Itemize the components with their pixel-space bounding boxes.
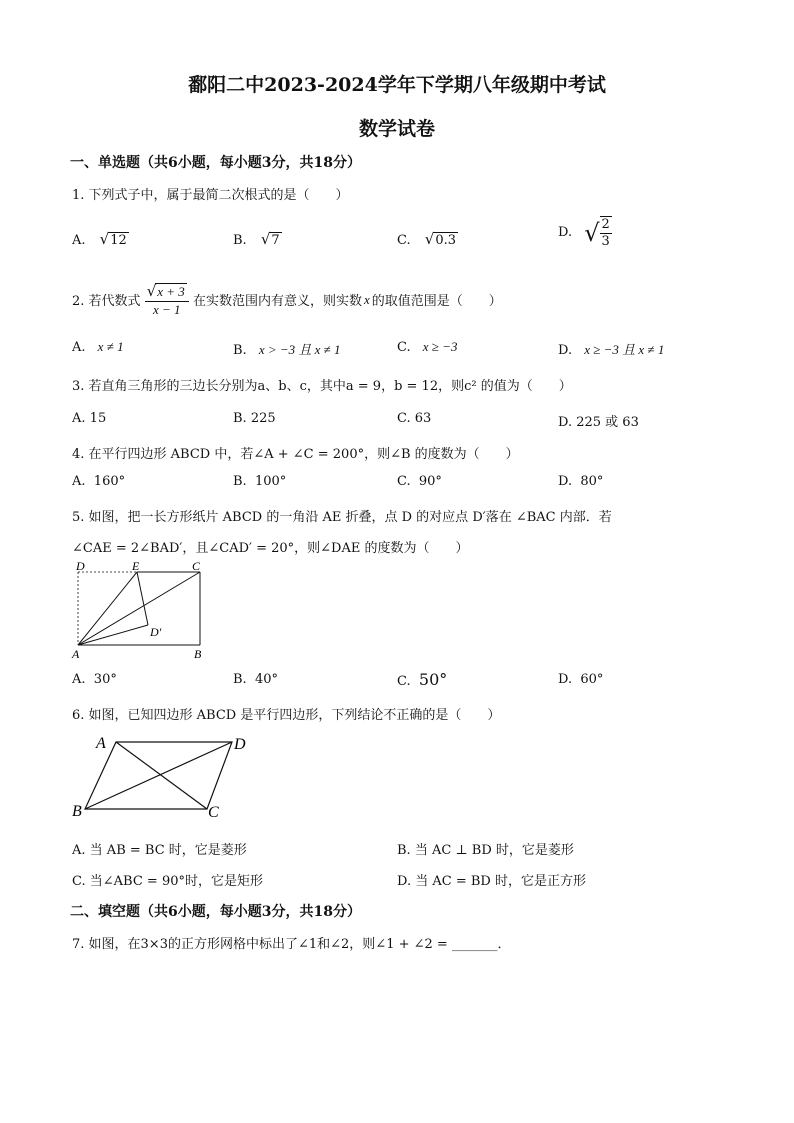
q1-option-c: C. √0.3 [397,230,457,248]
q2-option-c: C. x ≥ −3 [397,339,458,355]
q1-option-d: D. √ $\frac{2}{3}$ [558,217,610,249]
label-D: D [234,736,246,753]
question-5-line-2: ∠CAE = 2∠BAD′，且∠CAD′ = 20°，则∠DAE 的度数为（ ） [72,541,469,556]
q5-option-d: D. 60° [558,672,604,687]
q6-option-c: C. 当∠ABC = 90°时，它是矩形 [72,874,263,889]
label-A: A [96,735,106,752]
question-7-text: 7. 如图，在3×3的正方形网格中标出了∠1和∠2，则∠1 + ∠2 = _______． [72,937,511,952]
q5-option-c: C. 50° [397,670,448,689]
question-1-text: 1. 下列式子中，属于最简二次根式的是（ ） [72,188,349,203]
q1-b-radicand: 7 [271,233,280,248]
section-heading-2: 二、填空题（共6小题，每小题3分，共18分） [70,904,361,920]
label-D: D [76,559,85,573]
q3-option-a: A. 15 [72,411,107,426]
q5-rectangle-figure [68,558,218,663]
question-4-text: 4. 在平行四边形 ABCD 中，若∠A + ∠C = 200°，则∠B 的度数为（ ） [72,447,519,462]
q6-parallelogram-figure [66,728,266,828]
q6-option-b: B. 当 AC ⊥ BD 时，它是菱形 [397,843,574,858]
exam-subtitle: 数学试卷 [358,118,435,140]
question-2-text: 2. 若代数式 $\frac{√x + 3}{x - 1}$ 在实数范围内有意义，则实数 x 的取值范围是（ ） [72,282,502,317]
q1-option-b: B. √7 [233,230,280,248]
question-5-line-1: 5. 如图，把一长方形纸片 ABCD 的一角沿 AE 折叠，点 D 的对应点 D′落在 ∠BAC 内部．若 [72,510,612,525]
label-C: C [192,559,201,573]
q6-option-a: A. 当 AB = BC 时，它是菱形 [72,843,247,858]
q3-option-b: B. 225 [233,411,276,426]
question-6-text: 6. 如图，已知四边形 ABCD 是平行四边形，下列结论不正确的是（ ） [72,708,501,723]
q3-option-d: D. 225 或 63 [558,415,639,430]
label-D-prime: D′ [150,625,162,639]
q4-option-a: A. 160° [72,474,126,489]
q4-option-d: D. 80° [558,474,604,489]
q1-a-radicand: 12 [110,233,127,248]
q2-option-b: B. x > −3 且 x ≠ 1 [233,342,341,358]
label-B: B [194,647,202,661]
q2-option-d: D. x ≥ −3 且 x ≠ 1 [558,342,665,358]
q1-c-radicand: 0.3 [435,233,457,248]
exam-title: 鄱阳二中2023-2024学年下学期八年级期中考试 [188,74,606,96]
q4-option-b: B. 100° [233,474,287,489]
label-C: C [208,804,219,821]
section-heading-1: 一、单选题（共6小题，每小题3分，共18分） [70,155,361,171]
q2-option-a: A. x ≠ 1 [72,339,124,355]
q2-fraction: $\frac{√x + 3}{x - 1}$ [145,282,189,317]
label-A: A [72,647,80,661]
q6-option-d: D. 当 AC = BD 时，它是正方形 [397,874,586,889]
q1-option-a: A. √12 [72,230,127,248]
q5-option-b: B. 40° [233,672,278,687]
q3-option-c: C. 63 [397,411,432,426]
q4-option-c: C. 90° [397,474,442,489]
q1-d-denominator: 3 [601,233,610,249]
label-E: E [132,559,140,573]
q1-d-numerator: 2 [601,217,610,232]
q5-option-a: A. 30° [72,672,117,687]
question-3-text: 3. 若直角三角形的三边长分别为a、b、c，其中a = 9，b = 12，则c² 的值为（ ） [72,379,572,394]
label-B: B [72,803,82,820]
